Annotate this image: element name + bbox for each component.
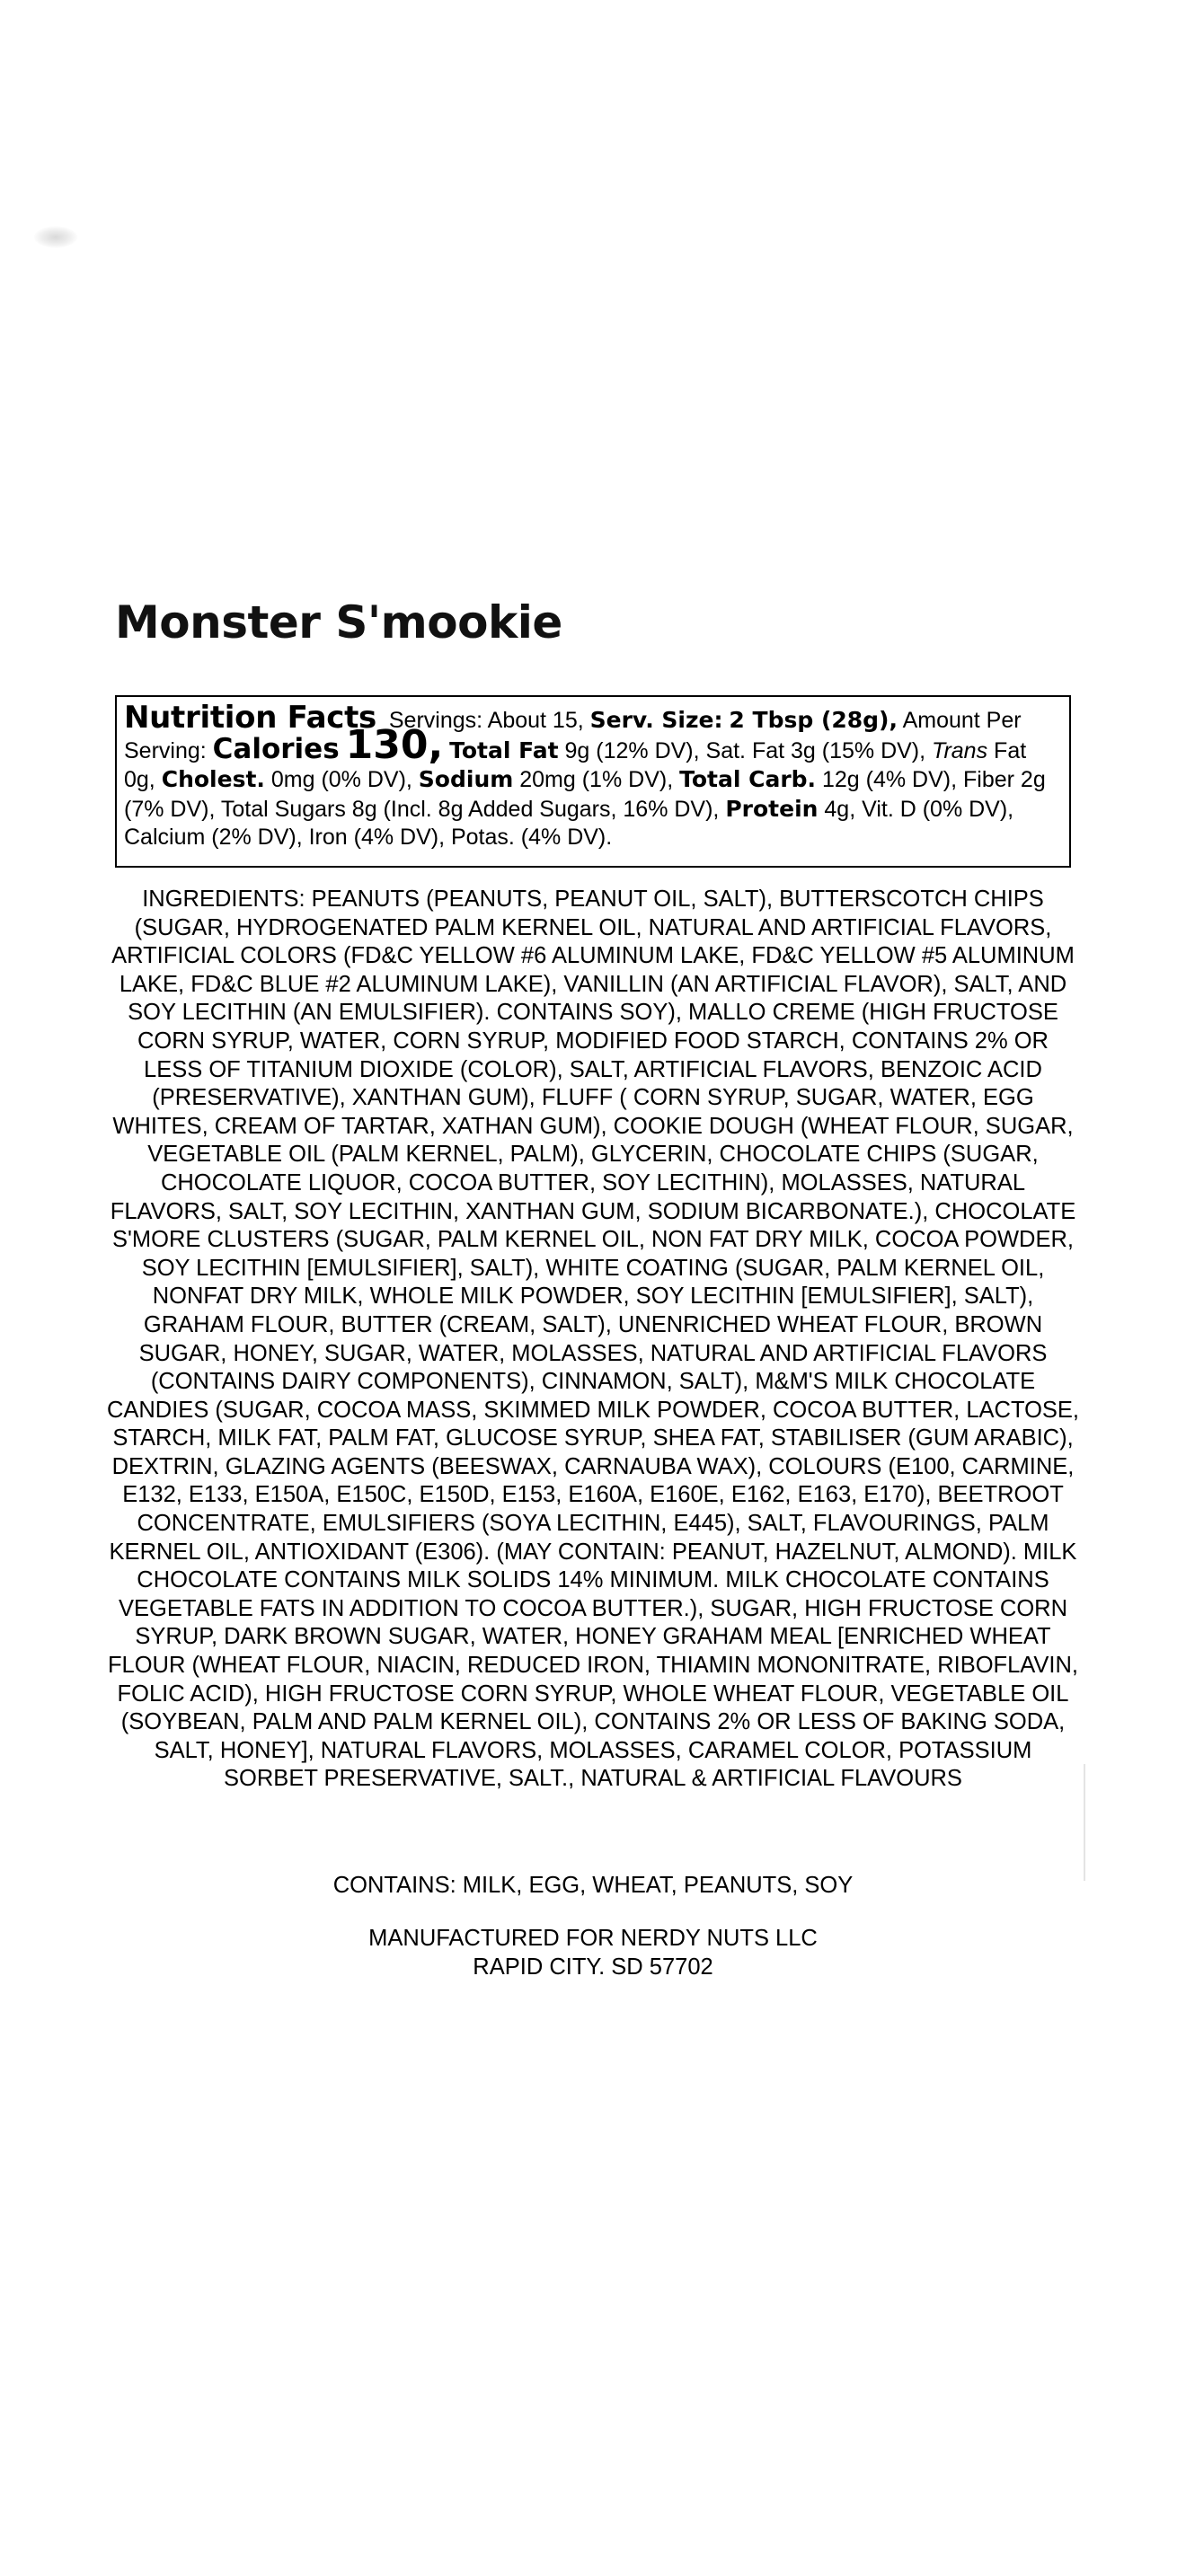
product-title: Monster S'mookie — [115, 596, 562, 648]
total-fat-label: Total Fat — [449, 737, 559, 763]
sodium-value: 20mg (1% DV), — [519, 767, 674, 792]
edge-artifact — [1084, 1764, 1085, 1881]
allergen-statement: CONTAINS: MILK, EGG, WHEAT, PEANUTS, SOY — [332, 1873, 854, 1898]
trans-fat-label: Trans — [932, 737, 988, 763]
servings-text: Servings: About 15, — [388, 708, 584, 733]
ingredients-text: INGREDIENTS: PEANUTS (PEANUTS, PEANUT OIL, SALT), BUTTERSCOTCH CHIPS (SUGAR, HYDROGENATED PALM KERNEL OIL, NATURAL AND ARTIFICIAL FLAVORS, ARTIFICIAL COLORS (FD&C YELLOW #6 ALUMINUM LAKE, FD&C YELLOW #5 ALUMINUM LAKE, FD&C BLUE #2 ALUMINUM LAKE), VANILLIN (AN ARTIFICIAL FLAVOR), SALT, AND SOY LECITHIN (AN EMULSIFIER). CONTAINS SOY), MALLO CREME (HIGH FRUCTOSE CORN SYRUP, WATER, CORN SYRUP, MODIFIED FOOD STARCH, CONTAINS 2% OR LESS OF TITANIUM DIOXIDE (COLOR), SALT, ARTIFICIAL FLAVORS, BENZOIC ACID (PRESERVATIVE), XANTHAN GUM), FLUFF ( CORN SYRUP, SUGAR, WATER, EGG WHITES, CREAM OF TARTAR, XATHAN GUM), COOKIE DOUGH (WHEAT FLOUR, SUGAR, VEGETABLE OIL (PALM KERNEL, PALM), GLYCERIN, CHOCOLATE CHIPS (SUGAR, CHOCOLATE LIQUOR, COCOA BUTTER, SOY LECITHIN), MOLASSES, NATURAL FLAVORS, SALT, SOY LECITHIN, XANTHAN GUM, SODIUM BICARBONATE.), CHOCOLATE S'MORE CLUSTERS (SUGAR, PALM KERNEL OIL, NON FAT DRY MILK, COCOA POWDER, SOY LECITHIN [EMULSIFIER], SALT), WHITE COATING (SUGAR, PALM KERNEL OIL, NONFAT DRY MILK, WHOLE MILK POWDER, SOY LECITHIN [EMULSIFIER], SALT), GRAHAM FLOUR, BUTTER (CREAM, SALT), UNENRICHED WHEAT FLOUR, BROWN SUGAR, HONEY, SUGAR, WATER, MOLASSES, NATURAL AND ARTIFICIAL FLAVORS (CONTAINS DAIRY COMPONENTS), CINNAMON, SALT), M&M'S MILK CHOCOLATE CANDIES (SUGAR, COCOA MASS, SKIMMED MILK POWDER, COCOA BUTTER, LACTOSE, STARCH, MILK FAT, PALM FAT, GLUCOSE SYRUP, SHEA FAT, STABILISER (GUM ARABIC), DEXTRIN, GLAZING AGENTS (BEESWAX, CARNAUBA WAX), COLOURS (E100, CARMINE, E132, E133, E150A, E150C, E150D, E153, E160A, E160E, E162, E163, E170), BEETROOT CONCENTRATE, EMULSIFIERS (SOYA LECITHIN, E445), SALT, FLAVOURINGS, PALM KERNEL OIL, ANTIOXIDANT (E306). (MAY CONTAIN: PEANUT, HAZELNUT, ALMOND). MILK CHOCOLATE CONTAINS MILK SOLIDS 14% MINIMUM. MILK CHOCOLATE CONTAINS VEGETABLE FATS IN ADDITION TO COCOA BUTTER.), SUGAR, HIGH FRUCTOSE CORN SYRUP, DARK BROWN SUGAR, WATER, HONEY GRAHAM MEAL [ENRICHED WHEAT FLOUR (WHEAT FLOUR, NIACIN, REDUCED IRON, THIAMIN MONONITRATE, RIBOFLAVIN, FOLIC ACID), HIGH FRUCTOSE CORN SYRUP, WHOLE WHEAT FLOUR, VEGETABLE OIL (SOYBEAN, PALM AND PALM KERNEL OIL), CONTAINS 2% OR LESS OF BAKING SODA, SALT, HONEY], NATURAL FLAVORS, MOLASSES, CARAMEL COLOR, POTASSIUM SORBET PRESERVATIVE, SALT., NATURAL & ARTIFICIAL FLAVOURS — [106, 887, 1080, 1792]
calories-label: Calories — [212, 732, 340, 765]
nutrition-facts-panel — [115, 695, 1071, 868]
amount-per-serving-label: Amount Per Serving: — [124, 708, 1022, 763]
manufacturer-name: MANUFACTURED FOR NERDY NUTS LLC — [368, 1926, 818, 1951]
trans-fat-value: Fat 0g, — [124, 737, 1027, 792]
protein-value: 4g, Vit. D (0% DV), Calcium (2% DV), Iron (4% DV), Potas. (4% DV). — [124, 796, 1014, 850]
protein-label: Protein — [725, 795, 819, 822]
total-fat-value: 9g (12% DV), Sat. Fat 3g (15% DV), — [564, 737, 926, 763]
total-carb-label: Total Carb. — [679, 766, 817, 792]
cholesterol-label: Cholest. — [161, 766, 265, 792]
image-artifact — [34, 226, 77, 248]
total-carb-value: 12g (4% DV), Fiber 2g (7% DV), Total Sugars 8g (Incl. 8g Added Sugars, 16% DV), — [124, 767, 1046, 822]
manufacturer-info — [106, 1925, 1080, 1981]
nutrition-facts-heading: Nutrition Facts — [124, 700, 376, 736]
serving-size-value: 2 Tbsp (28g), — [729, 707, 898, 733]
sodium-label: Sodium — [418, 766, 514, 792]
cholesterol-value: 0mg (0% DV), — [270, 767, 412, 792]
calories-value: 130, — [345, 721, 444, 768]
manufacturer-address: RAPID CITY. SD 57702 — [473, 1954, 713, 1980]
serving-size-label: Serv. Size: — [589, 707, 723, 733]
